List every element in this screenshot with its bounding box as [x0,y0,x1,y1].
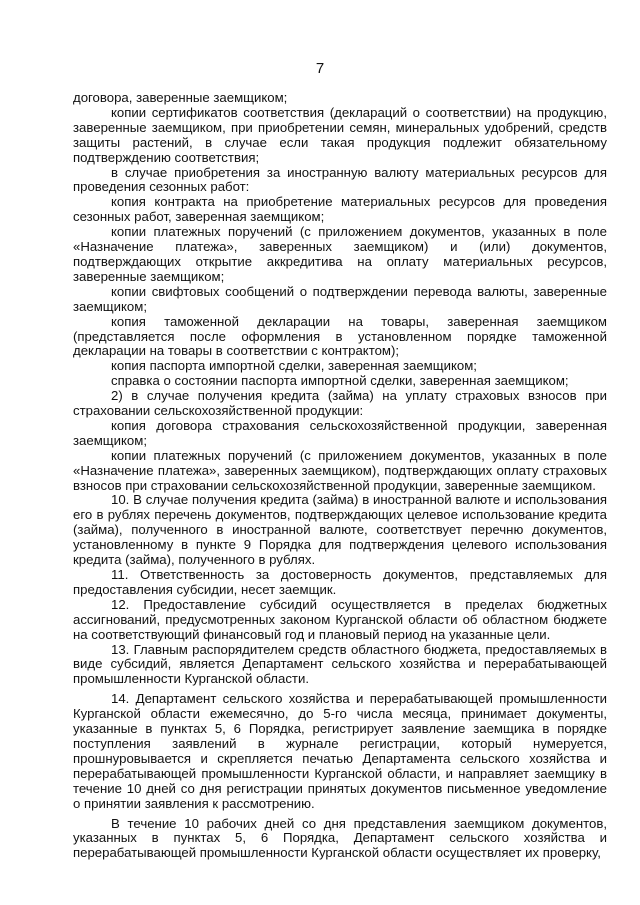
paragraph: 13. Главным распорядителем средств областного бюджета, предоставляемых в виде субсидий, является Департамент сельского хозяйства и перерабатывающей промышленности Курганской области. [73,641,607,687]
paragraph: в случае приобретения за иностранную валюту материальных ресурсов для проведения сезонных работ: [73,164,607,195]
paragraph: договора, заверенные заемщиком; [73,90,288,105]
paragraph: копии платежных поручений (с приложением документов, указанных в поле «Назначение платежа», заверенных заемщиком), подтверждающих оплату страховых взносов при страховании сельскохозяйственной продукции, заверенные заемщиком. [73,447,607,493]
paragraph: справка о состоянии паспорта импортной сделки, заверенная заемщиком; [111,373,569,389]
paragraph: 11. Ответственность за достоверность документов, представляемых для предоставления субсидии, несет заемщик. [73,567,607,597]
paragraph: 10. В случае получения кредита (займа) в иностранной валюте и использования его в рублях перечень документов, подтверждающих целевое использование кредита (займа), полученного в иностранной валюте, соответствует перечню документов, установленному в пункте 9 Порядка для подтверждения целевого использования кредита (займа), полученного в рублях. [73,492,607,568]
document-body [73,91,607,861]
paragraph: копия договора страхования сельскохозяйственной продукции, заверенная заемщиком; [73,417,607,448]
paragraph: копия контракта на приобретение материальных ресурсов для проведения сезонных работ, заверенная заемщиком; [73,194,607,225]
paragraph: копии сертификатов соответствия (деклараций о соответствии) на продукцию, заверенные заемщиком, при приобретении семян, минеральных удобрений, средств защиты растений, в случае если такая продукция подлежит обязательному подтверждению соответствия; [73,104,607,165]
page-number: 7 [315,60,325,77]
paragraph: 12. Предоставление субсидий осуществляется в пределах бюджетных ассигнований, предусмотренных законом Курганской области об областном бюджете на соответствующий финансовый год и плановый период на указанные цели. [73,596,607,642]
paragraph: копия паспорта импортной сделки, заверенная заемщиком; [111,358,477,374]
paragraph: копия таможенной декларации на товары, заверенная заемщиком (представляется после оформления в установленном порядке таможенной декларации на товары в соответствии с контрактом); [73,313,607,359]
paragraph: копии платежных поручений (с приложением документов, указанных в поле «Назначение платежа», заверенных заемщиком) и (или) документов, подтверждающих открытие аккредитива на оплату материальных ресурсов, заверенные заемщиком; [73,224,607,284]
paragraph: 2) в случае получения кредита (займа) на уплату страховых взносов при страховании сельскохозяйственной продукции: [73,388,607,419]
paragraph: копии свифтовых сообщений о подтверждении перевода валюты, заверенные заемщиком; [73,283,607,314]
paragraph: 14. Департамент сельского хозяйства и перерабатывающей промышленности Курганской области ежемесячно, до 5-го числа месяца, принимает документы, указанные в пунктах 5, 6 Порядка, регистрирует заявление заемщика в порядке поступления заявлений в журнале регистрации, который нумеруется, прошнуровывается и скрепляется печатью Департамента сельского хозяйства и перерабатывающей промышленности Курганской области, и направляет заемщику в течение 10 дней со дня регистрации принятых документов письменное уведомление о принятии заявления к рассмотрению. [73,691,607,811]
paragraph: В течение 10 рабочих дней со дня представления заемщиком документов, указанных в пунктах 5, 6 Порядка, Департамент сельского хозяйства и перерабатывающей промышленности Курганской области осуществляет их проверку, [73,815,607,861]
